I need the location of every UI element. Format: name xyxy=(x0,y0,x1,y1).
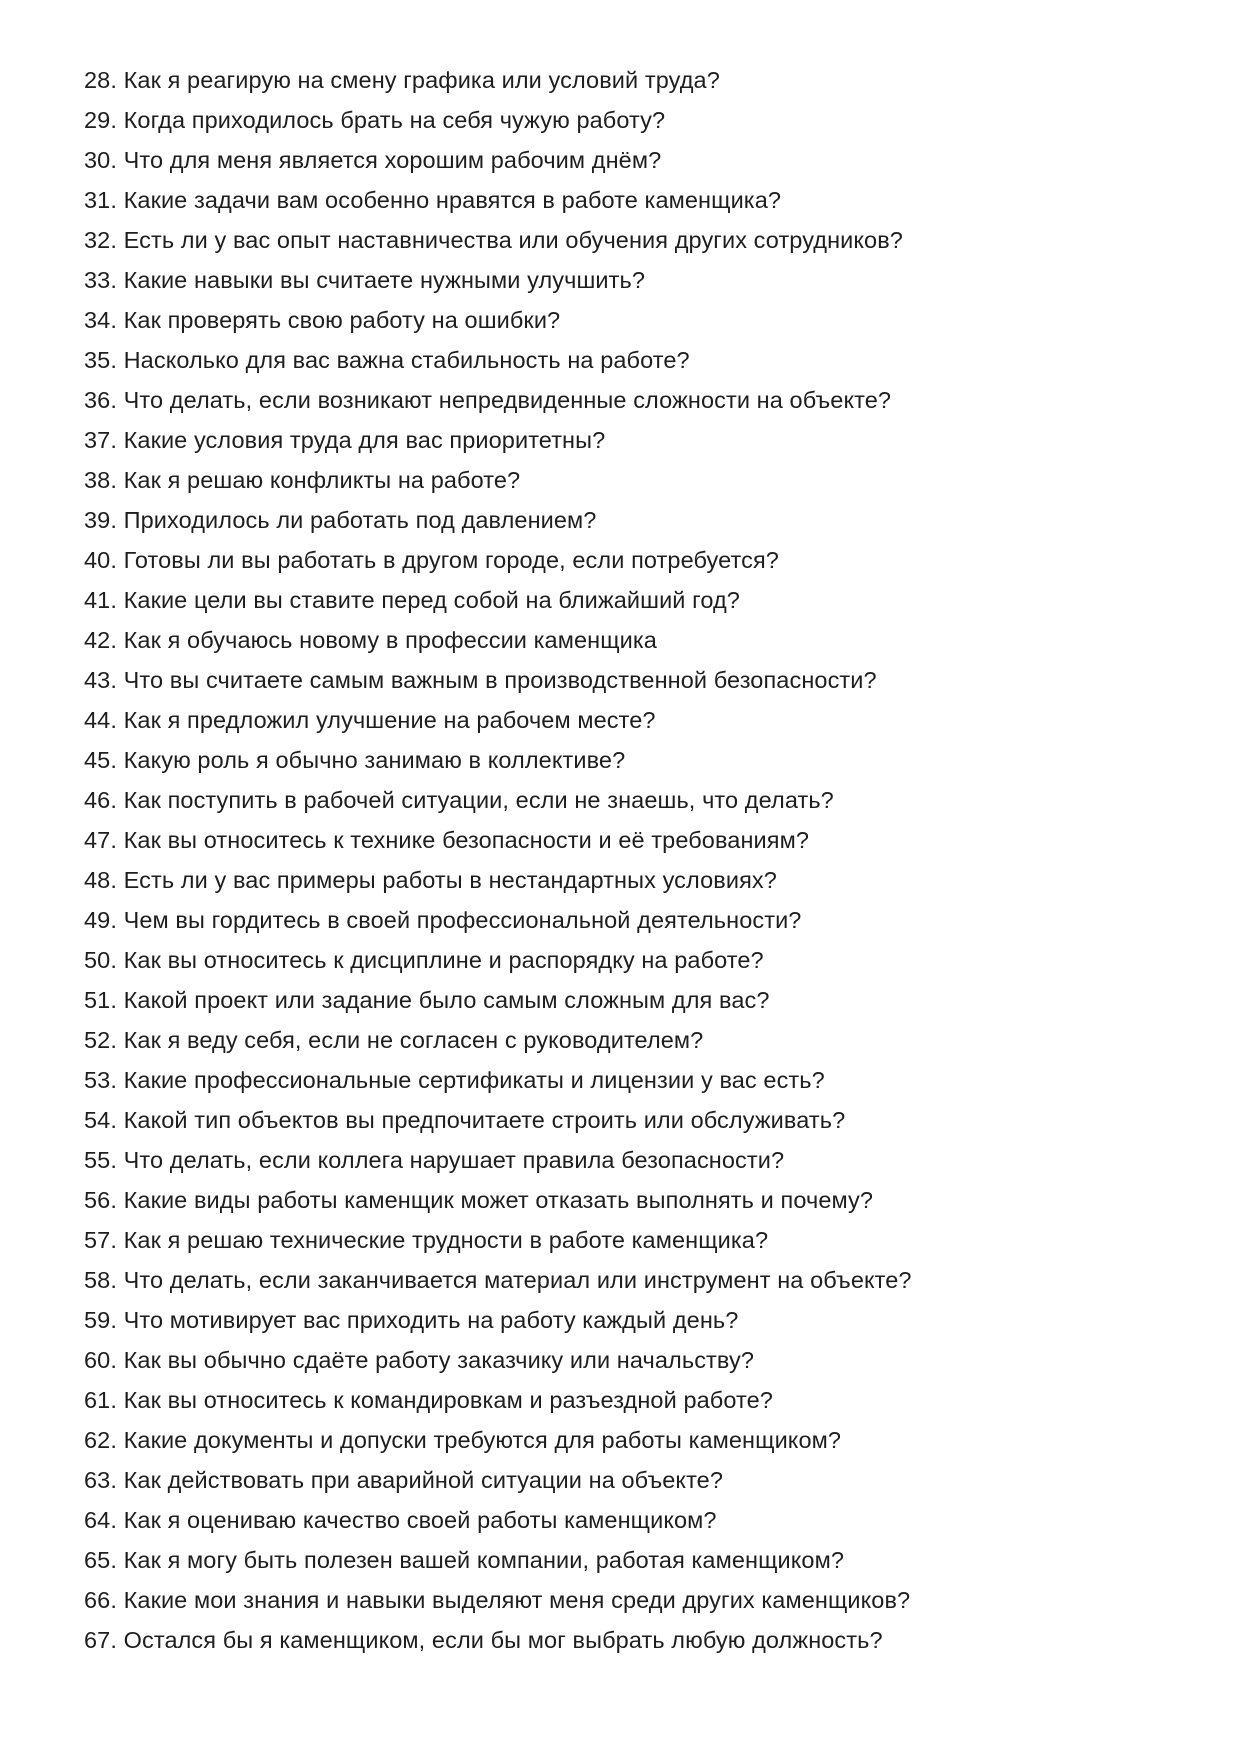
question-item xyxy=(84,1180,1184,1220)
question-number: 44. xyxy=(84,707,117,733)
question-text: Что делать, если заканчивается материал или инструмент на объекте? xyxy=(123,1267,912,1293)
question-text: Есть ли у вас примеры работы в нестандартных условиях? xyxy=(123,867,777,893)
question-item xyxy=(84,740,1184,780)
question-item xyxy=(84,180,1184,220)
question-text: Когда приходилось брать на себя чужую работу? xyxy=(123,107,666,133)
question-text: Какие навыки вы считаете нужными улучшить? xyxy=(123,267,646,293)
question-text: Готовы ли вы работать в другом городе, если потребуется? xyxy=(123,547,779,573)
question-item xyxy=(84,300,1184,340)
question-number: 36. xyxy=(84,387,117,413)
question-number: 64. xyxy=(84,1507,117,1533)
question-number: 42. xyxy=(84,627,117,653)
question-text: Как я предложил улучшение на рабочем месте? xyxy=(123,707,656,733)
question-text: Какой тип объектов вы предпочитаете строить или обслуживать? xyxy=(123,1107,846,1133)
question-text: Как вы относитесь к дисциплине и распорядку на работе? xyxy=(123,947,764,973)
question-number: 30. xyxy=(84,147,117,173)
question-number: 55. xyxy=(84,1147,117,1173)
question-item xyxy=(84,1020,1184,1060)
question-item xyxy=(84,940,1184,980)
question-number: 38. xyxy=(84,467,117,493)
question-item xyxy=(84,460,1184,500)
question-item xyxy=(84,1620,1184,1660)
question-item xyxy=(84,60,1184,100)
question-number: 33. xyxy=(84,267,117,293)
question-number: 59. xyxy=(84,1307,117,1333)
question-number: 32. xyxy=(84,227,117,253)
question-number: 56. xyxy=(84,1187,117,1213)
question-text: Что для меня является хорошим рабочим днём? xyxy=(123,147,662,173)
question-number: 49. xyxy=(84,907,117,933)
question-text: Что делать, если возникают непредвиденные сложности на объекте? xyxy=(123,387,892,413)
question-number: 48. xyxy=(84,867,117,893)
question-item xyxy=(84,580,1184,620)
question-text: Какие виды работы каменщик может отказать выполнять и почему? xyxy=(123,1187,874,1213)
question-text: Как вы относитесь к командировкам и разъездной работе? xyxy=(123,1387,773,1413)
question-number: 53. xyxy=(84,1067,117,1093)
question-number: 37. xyxy=(84,427,117,453)
question-number: 45. xyxy=(84,747,117,773)
question-item xyxy=(84,1260,1184,1300)
question-item xyxy=(84,500,1184,540)
question-text: Как проверять свою работу на ошибки? xyxy=(123,307,561,333)
question-number: 60. xyxy=(84,1347,117,1373)
question-text: Есть ли у вас опыт наставничества или обучения других сотрудников? xyxy=(123,227,903,253)
question-text: Приходилось ли работать под давлением? xyxy=(123,507,597,533)
question-number: 65. xyxy=(84,1547,117,1573)
question-text: Как поступить в рабочей ситуации, если не знаешь, что делать? xyxy=(123,787,834,813)
question-number: 35. xyxy=(84,347,117,373)
question-number: 61. xyxy=(84,1387,117,1413)
question-text: Остался бы я каменщиком, если бы мог выбрать любую должность? xyxy=(123,1627,883,1653)
question-text: Чем вы гордитесь в своей профессиональной деятельности? xyxy=(123,907,802,933)
question-text: Какие цели вы ставите перед собой на ближайший год? xyxy=(123,587,740,613)
question-number: 46. xyxy=(84,787,117,813)
question-item xyxy=(84,1580,1184,1620)
question-item xyxy=(84,980,1184,1020)
question-number: 43. xyxy=(84,667,117,693)
question-number: 40. xyxy=(84,547,117,573)
question-text: Как я обучаюсь новому в профессии каменщика xyxy=(123,627,657,653)
question-number: 67. xyxy=(84,1627,117,1653)
question-item xyxy=(84,1140,1184,1180)
question-number: 51. xyxy=(84,987,117,1013)
question-text: Как вы относитесь к технике безопасности и её требованиям? xyxy=(123,827,810,853)
question-text: Как я веду себя, если не согласен с руководителем? xyxy=(123,1027,704,1053)
question-number: 47. xyxy=(84,827,117,853)
question-text: Какие мои знания и навыки выделяют меня среди других каменщиков? xyxy=(123,1587,911,1613)
question-text: Какие задачи вам особенно нравятся в работе каменщика? xyxy=(123,187,782,213)
question-number: 58. xyxy=(84,1267,117,1293)
question-item xyxy=(84,220,1184,260)
question-text: Как я оцениваю качество своей работы каменщиком? xyxy=(123,1507,717,1533)
question-item xyxy=(84,1100,1184,1140)
question-text: Какие условия труда для вас приоритетны? xyxy=(123,427,606,453)
question-text: Как я реагирую на смену графика или условий труда? xyxy=(123,67,720,93)
question-number: 52. xyxy=(84,1027,117,1053)
question-item xyxy=(84,1460,1184,1500)
question-text: Как я решаю конфликты на работе? xyxy=(123,467,521,493)
question-item xyxy=(84,1340,1184,1380)
question-text: Какие документы и допуски требуются для работы каменщиком? xyxy=(123,1427,842,1453)
question-item xyxy=(84,420,1184,460)
question-text: Насколько для вас важна стабильность на работе? xyxy=(123,347,690,373)
question-item xyxy=(84,1220,1184,1260)
question-text: Как действовать при аварийной ситуации на объекте? xyxy=(123,1467,724,1493)
question-item xyxy=(84,100,1184,140)
question-item xyxy=(84,1060,1184,1100)
question-number: 54. xyxy=(84,1107,117,1133)
question-item xyxy=(84,1380,1184,1420)
question-number: 50. xyxy=(84,947,117,973)
question-item xyxy=(84,1540,1184,1580)
question-text: Как вы обычно сдаёте работу заказчику или начальству? xyxy=(123,1347,755,1373)
question-text: Что мотивирует вас приходить на работу каждый день? xyxy=(123,1307,739,1333)
question-number: 62. xyxy=(84,1427,117,1453)
question-item xyxy=(84,140,1184,180)
question-number: 34. xyxy=(84,307,117,333)
question-number: 63. xyxy=(84,1467,117,1493)
question-item xyxy=(84,260,1184,300)
question-number: 31. xyxy=(84,187,117,213)
question-item xyxy=(84,540,1184,580)
question-item xyxy=(84,820,1184,860)
question-text: Какой проект или задание было самым сложным для вас? xyxy=(123,987,770,1013)
question-item xyxy=(84,340,1184,380)
question-text: Что делать, если коллега нарушает правила безопасности? xyxy=(123,1147,785,1173)
question-item xyxy=(84,660,1184,700)
question-item xyxy=(84,1300,1184,1340)
question-item xyxy=(84,860,1184,900)
question-number: 41. xyxy=(84,587,117,613)
question-text: Какую роль я обычно занимаю в коллективе? xyxy=(123,747,626,773)
question-text: Какие профессиональные сертификаты и лицензии у вас есть? xyxy=(123,1067,825,1093)
question-number: 28. xyxy=(84,67,117,93)
question-number: 39. xyxy=(84,507,117,533)
question-item xyxy=(84,1500,1184,1540)
question-item xyxy=(84,780,1184,820)
question-number: 29. xyxy=(84,107,117,133)
question-item xyxy=(84,380,1184,420)
question-item xyxy=(84,620,1184,660)
question-item xyxy=(84,900,1184,940)
question-item xyxy=(84,700,1184,740)
question-list xyxy=(84,60,1184,1660)
question-item xyxy=(84,1420,1184,1460)
question-number: 66. xyxy=(84,1587,117,1613)
question-number: 57. xyxy=(84,1227,117,1253)
question-text: Как я решаю технические трудности в работе каменщика? xyxy=(123,1227,769,1253)
question-text: Как я могу быть полезен вашей компании, работая каменщиком? xyxy=(123,1547,844,1573)
question-text: Что вы считаете самым важным в производственной безопасности? xyxy=(123,667,877,693)
